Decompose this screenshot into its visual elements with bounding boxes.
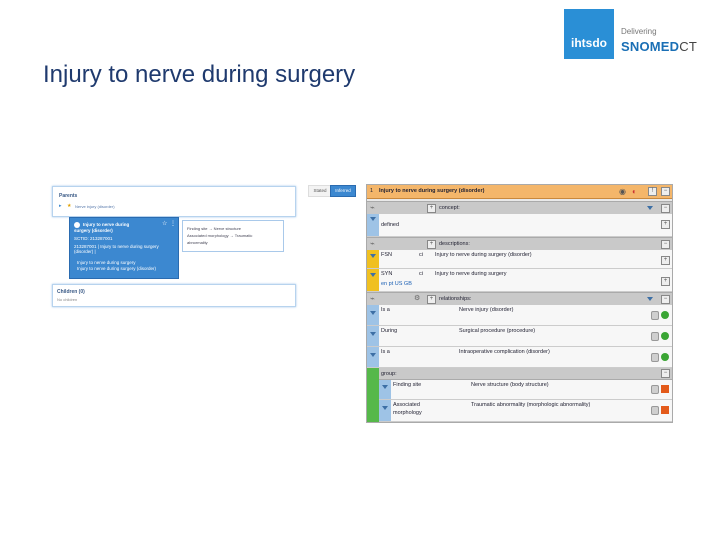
lock-icon[interactable] <box>651 311 659 320</box>
lock-icon[interactable] <box>651 406 659 415</box>
description-row-syn <box>367 269 672 292</box>
desc-line1: 213287001 | Injury to nerve during surgery <box>74 244 159 249</box>
add-icon[interactable]: + <box>427 204 436 213</box>
status-green-icon <box>661 332 669 340</box>
relationship-type[interactable]: Is a <box>381 307 390 313</box>
parents-heading: Parents <box>59 193 78 199</box>
chevron-right-icon[interactable]: ▸ <box>59 203 62 209</box>
add-icon[interactable]: + <box>661 220 670 229</box>
children-heading: Children (0) <box>57 289 85 295</box>
collapse-icon[interactable]: − <box>661 204 670 213</box>
ihtsdo-logo <box>564 9 614 59</box>
dropdown-icon[interactable] <box>370 217 376 221</box>
dropdown-icon[interactable] <box>370 353 376 357</box>
attach-icon: ⌁ <box>370 239 375 248</box>
concept-editor <box>366 184 673 423</box>
relationships-label: relationships: <box>439 296 472 302</box>
tab-inferred[interactable]: Inferred <box>330 185 356 197</box>
concept-title-line2: surgery (disorder) <box>74 228 113 233</box>
fsn-type: FSN <box>381 252 392 258</box>
synonym-1: Injury to nerve during surgery <box>77 260 136 265</box>
relationships-section-header <box>367 292 672 306</box>
group-relationship-row <box>379 380 672 400</box>
syn-type: SYN <box>381 271 393 277</box>
lock-icon[interactable] <box>651 385 659 394</box>
row-tab <box>367 305 379 325</box>
logo-brand-suffix: CT <box>679 39 697 54</box>
editor-header <box>367 185 672 199</box>
collapse-icon[interactable]: − <box>661 240 670 249</box>
lock-icon[interactable] <box>651 332 659 341</box>
info-icon[interactable]: ! <box>648 187 657 196</box>
row-tab <box>379 400 391 421</box>
concept-section-header <box>367 201 672 215</box>
relationship-row <box>367 305 672 326</box>
relationship-type[interactable]: During <box>381 328 398 334</box>
relationship-target[interactable]: Nerve structure (body structure) <box>471 382 549 388</box>
defn-line1: Finding site → Nerve structure <box>187 226 242 231</box>
descriptions-label: descriptions: <box>439 241 470 247</box>
dropdown-icon[interactable] <box>370 254 376 258</box>
definition-status[interactable]: defined <box>381 222 400 228</box>
dropdown-icon[interactable] <box>382 406 388 410</box>
sctid: SCTID: 213287001 <box>74 236 113 241</box>
settings-icon[interactable]: ⚙ <box>414 295 421 302</box>
syn-language[interactable]: en pt US GB <box>381 281 412 287</box>
add-icon[interactable]: + <box>661 256 670 265</box>
menu-icon[interactable]: ⋮ <box>170 221 176 227</box>
collapse-icon[interactable]: − <box>661 369 670 378</box>
collapse-icon[interactable]: − <box>661 187 670 196</box>
snomed-ct-logo <box>621 39 697 54</box>
group-header <box>379 368 672 380</box>
relationship-type[interactable]: Is a <box>381 349 390 355</box>
editor-header-title: Injury to nerve during surgery (disorder) <box>379 188 485 194</box>
attach-icon: ⌁ <box>370 294 375 303</box>
descriptions-section-header <box>367 237 672 251</box>
synonym-2: Injury to nerve during surgery (disorder) <box>77 266 157 271</box>
relationship-row <box>367 326 672 347</box>
description-row-fsn <box>367 250 672 269</box>
eye-icon[interactable]: ◉ <box>619 187 626 196</box>
dropdown-icon[interactable] <box>382 385 388 389</box>
group-label: group: <box>381 371 397 377</box>
attach-icon: ⌁ <box>370 203 375 212</box>
children-empty: No children <box>57 297 78 302</box>
dropdown-icon[interactable] <box>647 206 653 210</box>
dropdown-icon[interactable] <box>647 297 653 301</box>
add-icon[interactable]: + <box>661 277 670 286</box>
relationship-row <box>367 347 672 368</box>
row-tab <box>367 347 379 367</box>
dropdown-icon[interactable] <box>370 332 376 336</box>
syn-text[interactable]: Injury to nerve during surgery <box>435 271 507 277</box>
concept-card[interactable] <box>69 217 179 279</box>
logo-brand-main: SNOMED <box>621 39 680 54</box>
add-icon[interactable]: + <box>427 240 436 249</box>
page-title: Injury to nerve during surgery <box>43 61 356 88</box>
dropdown-icon[interactable] <box>370 311 376 315</box>
dropdown-icon[interactable] <box>370 273 376 277</box>
concept-label: concept: <box>439 205 460 211</box>
definition-box <box>182 220 284 252</box>
row-tab <box>367 326 379 346</box>
group-tab <box>367 368 379 422</box>
add-icon[interactable]: + <box>427 295 436 304</box>
parent-item[interactable]: Nerve injury (disorder) <box>75 204 115 209</box>
star-icon[interactable]: ☆ <box>162 221 168 227</box>
group-relationship-row <box>379 400 672 422</box>
status-green-icon <box>661 311 669 319</box>
status-orange-icon <box>661 385 669 393</box>
defn-line2: Associated morphology → Traumatic <box>187 233 253 238</box>
row-tab <box>379 380 391 399</box>
children-panel <box>52 284 296 307</box>
relationship-target[interactable]: Intraoperative complication (disorder) <box>459 349 550 355</box>
relationship-target[interactable]: Surgical procedure (procedure) <box>459 328 536 334</box>
concept-number: 1 <box>370 188 374 194</box>
fsn-case[interactable]: ci <box>419 252 423 258</box>
status-orange-icon <box>661 406 669 414</box>
parents-panel <box>52 186 296 217</box>
desc-line2: (disorder) | <box>74 249 96 254</box>
definition-status-row <box>367 214 672 237</box>
star-icon: ★ <box>67 203 72 209</box>
relationship-type[interactable]: Associated <box>393 402 420 408</box>
logo-subtitle: Delivering <box>621 27 657 36</box>
status-green-icon <box>661 353 669 361</box>
lock-icon[interactable] <box>651 353 659 362</box>
concept-title-line1: Injury to nerve during <box>83 222 130 227</box>
logo-text: ihtsdo <box>571 36 607 50</box>
syn-case[interactable]: ci <box>419 271 423 277</box>
history-icon[interactable]: ◐ <box>632 187 637 196</box>
defn-line3: abnormality <box>187 240 208 245</box>
relationship-type-line2[interactable]: morphology <box>393 410 422 416</box>
row-tab <box>367 250 379 268</box>
fsn-text[interactable]: Injury to nerve during surgery (disorder) <box>435 252 532 258</box>
relationship-target[interactable]: Nerve injury (disorder) <box>459 307 514 313</box>
relationship-type[interactable]: Finding site <box>393 382 422 388</box>
collapse-icon[interactable]: − <box>661 295 670 304</box>
relationship-target[interactable]: Traumatic abnormality (morphologic abnormality) <box>471 402 591 408</box>
tab-stated[interactable]: Stated <box>308 185 332 197</box>
relationship-group <box>367 368 672 422</box>
